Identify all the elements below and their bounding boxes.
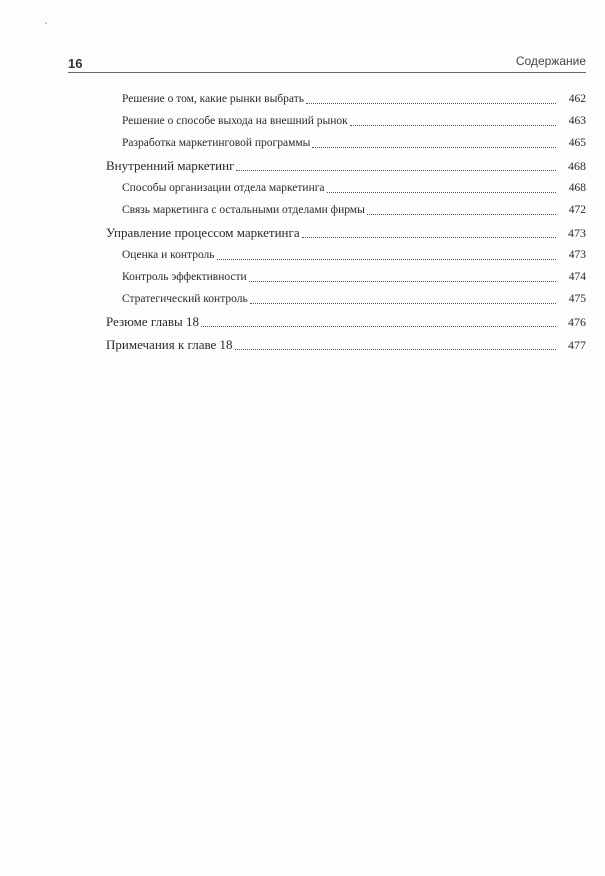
toc-entry-page: 465 (568, 136, 586, 149)
toc-entry[interactable] (0, 108, 605, 130)
toc-section-entry[interactable] (0, 331, 605, 354)
toc-section-entry[interactable] (0, 308, 605, 331)
toc-entry-title: Внутренний маркетинг (106, 158, 235, 173)
page-header (68, 50, 586, 72)
toc-dot-leader (235, 348, 556, 350)
toc-dot-leader (250, 302, 556, 304)
toc-dot-leader (249, 280, 556, 282)
toc-entry-title: Связь маркетинга с остальными отделами фирмы (122, 203, 365, 216)
header-rule (68, 72, 586, 73)
toc-entry[interactable] (0, 286, 605, 308)
toc-dot-leader (201, 325, 556, 327)
toc-entry-page: 468 (568, 159, 586, 173)
toc-entry-page: 475 (568, 292, 586, 305)
toc-entry[interactable] (0, 175, 605, 197)
toc-entry[interactable] (0, 130, 605, 152)
toc-entry-page: 477 (568, 338, 586, 352)
running-title: Содержание (515, 54, 586, 68)
toc-entry-title: Разработка маркетинговой программы (122, 136, 311, 149)
toc-entry[interactable] (0, 242, 605, 264)
toc-entry-page: 463 (568, 114, 586, 127)
toc-entry-page: 468 (568, 181, 586, 194)
toc-entry-title: Управление процессом маркетинга (106, 225, 300, 240)
page-number: 16 (68, 56, 83, 71)
toc-entry-page: 476 (568, 315, 586, 329)
toc-dot-leader (312, 146, 556, 148)
toc-entry-title: Способы организации отдела маркетинга (122, 181, 325, 194)
toc-entry-title: Решение о том, какие рынки выбрать (122, 92, 304, 105)
toc-entry-title: Стратегический контроль (122, 292, 248, 305)
toc-entry-title: Решение о способе выхода на внешний рынок (122, 114, 348, 127)
toc-entry-page: 474 (568, 270, 586, 283)
toc-entry-page: 472 (568, 203, 586, 216)
toc-section-entry[interactable] (0, 219, 605, 242)
toc-entry-title: Оценка и контроль (122, 248, 215, 261)
toc-dot-leader (306, 102, 556, 104)
toc-entry-title: Примечания к главе 18 (106, 337, 233, 352)
toc-entry[interactable] (0, 197, 605, 219)
scan-speck (45, 22, 47, 24)
toc-entry-page: 462 (568, 92, 586, 105)
toc-dot-leader (327, 191, 556, 193)
toc-dot-leader (367, 213, 556, 215)
table-of-contents (0, 86, 605, 354)
toc-dot-leader (217, 258, 556, 260)
toc-entry-page: 473 (568, 248, 586, 261)
toc-entry[interactable] (0, 86, 605, 108)
toc-entry[interactable] (0, 264, 605, 286)
toc-dot-leader (350, 124, 556, 126)
toc-dot-leader (302, 236, 556, 238)
toc-entry-page: 473 (568, 226, 586, 240)
toc-dot-leader (236, 169, 556, 171)
toc-entry-title: Резюме главы 18 (106, 314, 199, 329)
toc-section-entry[interactable] (0, 152, 605, 175)
toc-entry-title: Контроль эффективности (122, 270, 247, 283)
